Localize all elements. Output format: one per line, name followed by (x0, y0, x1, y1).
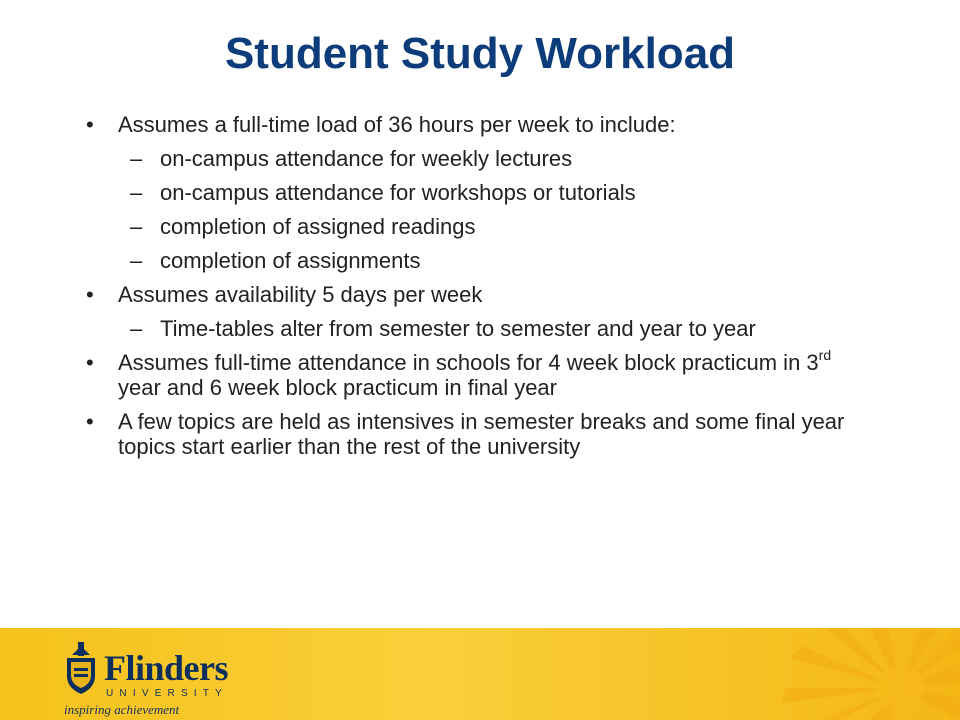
bullet-text: Assumes a full-time load of 36 hours per week to include: (118, 112, 676, 137)
sunburst-decoration (540, 628, 960, 720)
bullet-item (80, 112, 880, 137)
bullet-glyph: • (86, 409, 94, 434)
crest-icon (62, 638, 100, 698)
sub-bullet-text: Time-tables alter from semester to semester and year to year (160, 316, 756, 341)
sub-bullet-item (80, 180, 880, 205)
sub-bullet-text: on-campus attendance for weekly lectures (160, 146, 573, 171)
sub-bullet-item (80, 248, 880, 273)
sub-bullet-text: completion of assigned readings (160, 214, 476, 239)
bullet-text: Assumes availability 5 days per week (118, 282, 483, 307)
logo-name: Flinders (104, 648, 229, 688)
sub-bullet-item (80, 316, 880, 341)
sub-bullet-text: on-campus attendance for workshops or tutorials (160, 180, 636, 205)
ordinal-suffix: rd (818, 346, 832, 363)
bullet-text: A few topics are held as intensives in semester breaks and some final year topics start earlier than the rest of the university (118, 409, 845, 459)
logo-tagline: inspiring achievement (64, 702, 180, 717)
bullet-glyph: • (86, 112, 94, 137)
sub-bullet-item (80, 146, 880, 171)
bullet-glyph: • (86, 282, 94, 307)
bullet-item (80, 409, 880, 459)
bullet-item (80, 282, 880, 307)
flinders-logo (62, 638, 232, 717)
bullet-text-part: Assumes full-time attendance in schools for 4 week block practicum in 3 (118, 350, 819, 375)
sub-bullet-text: completion of assignments (160, 248, 421, 273)
dash-glyph: – (130, 180, 143, 205)
slide-body (80, 112, 880, 459)
slide-title: Student Study Workload (224, 29, 736, 78)
sub-bullet-item (80, 214, 880, 239)
dash-glyph: – (130, 146, 143, 171)
logo-university: UNIVERSITY (106, 688, 229, 699)
bullet-glyph: • (86, 350, 94, 375)
dash-glyph: – (130, 316, 143, 341)
bullet-text-part: year and 6 week block practicum in final year (118, 375, 557, 400)
bullet-item (80, 346, 880, 400)
dash-glyph: – (130, 214, 143, 239)
footer-band (0, 628, 960, 720)
dash-glyph: – (130, 248, 143, 273)
